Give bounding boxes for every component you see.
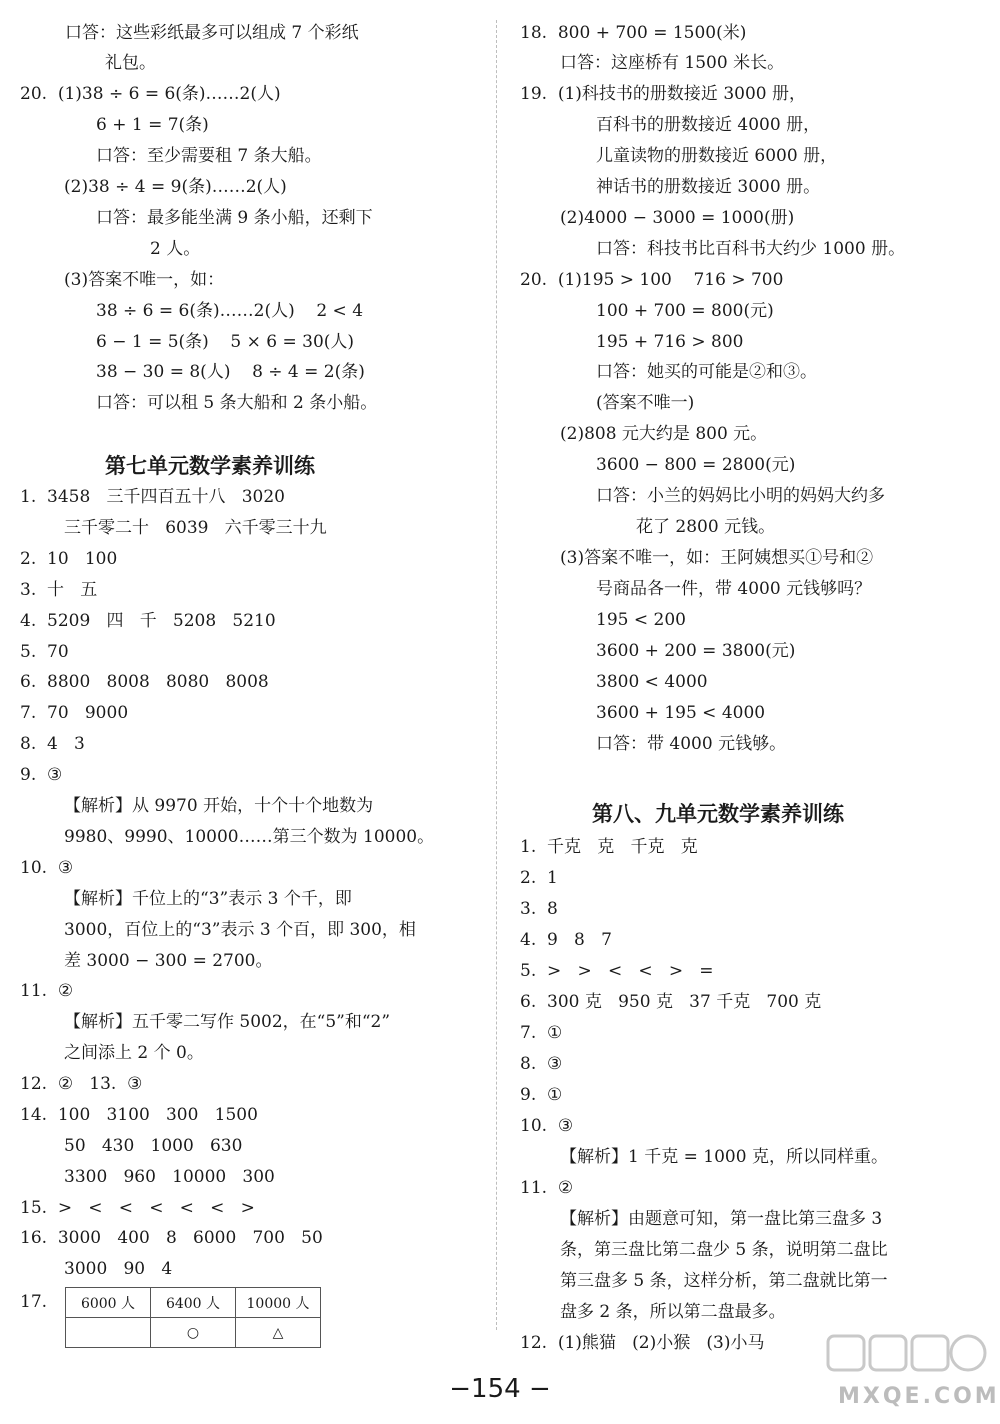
q17-table bbox=[65, 1287, 321, 1348]
text-line: 3600 + 195 < 4000 bbox=[596, 703, 766, 723]
table-header-cell: 6000 人 bbox=[66, 1288, 151, 1318]
explanation-line: 【解析】1 千克 = 1000 克，所以同样重。 bbox=[560, 1147, 888, 1167]
answer-line: 三千零二十 6039 六千零三十九 bbox=[64, 518, 327, 538]
text-line: 花了 2800 元钱。 bbox=[636, 517, 776, 537]
unit7-heading: 第七单元数学素养训练 bbox=[105, 454, 315, 478]
text-line: 号商品各一件，带 4000 元钱够吗？ bbox=[596, 579, 872, 599]
text-line: 口答：她买的可能是②和③。 bbox=[596, 362, 817, 382]
text-line: 口答：这座桥有 1500 米长。 bbox=[560, 53, 785, 73]
explanation-line: 盘多 2 条，所以第二盘最多。 bbox=[560, 1302, 786, 1322]
answer-line: 9. ③ bbox=[20, 765, 63, 785]
text-line: 3600 + 200 = 3800(元) bbox=[596, 641, 796, 661]
answer-line: 5. > > < < > = bbox=[520, 961, 714, 981]
text-line: 38 ÷ 6 = 6(条)……2(人) 2 < 4 bbox=[96, 301, 364, 321]
explanation-line: 第三盘多 5 条，这样分析，第二盘就比第一 bbox=[560, 1271, 888, 1291]
explanation-line: 【解析】从 9970 开始，十个十个地数为 bbox=[64, 796, 374, 816]
text-line: 6 − 1 = 5(条) 5 × 6 = 30(人) bbox=[96, 332, 355, 352]
answer-line: 4. 5209 四 千 5208 5210 bbox=[20, 611, 276, 631]
text-line: (答案不唯一) bbox=[596, 393, 695, 413]
answer-line: 9. ① bbox=[520, 1085, 563, 1105]
explanation-line: 条，第三盘比第二盘少 5 条，说明第二盘比 bbox=[560, 1240, 888, 1260]
answer-line: 4. 9 8 7 bbox=[520, 930, 612, 950]
text-line: 口答：最多能坐满 9 条小船，还剩下 bbox=[96, 208, 373, 228]
text-line: 195 < 200 bbox=[596, 610, 686, 630]
text-line: 195 + 716 > 800 bbox=[596, 332, 744, 352]
text-line: 口答：小兰的妈妈比小明的妈妈大约多 bbox=[596, 486, 885, 506]
answer-line: 15. > < < < < < > bbox=[20, 1198, 255, 1218]
circle-mark: ○ bbox=[151, 1318, 236, 1348]
answer-line: 1. 千克 克 千克 克 bbox=[520, 837, 698, 857]
explanation-line: 3000，百位上的“3”表示 3 个百，即 300，相 bbox=[64, 920, 416, 940]
text-line: 神话书的册数接近 3000 册。 bbox=[596, 177, 821, 197]
explanation-line: 【解析】五千零二写作 5002，在“5”和“2” bbox=[64, 1012, 391, 1032]
text-line: (2)4000 − 3000 = 1000(册) bbox=[560, 208, 795, 228]
text-line: 100 + 700 = 800(元) bbox=[596, 301, 774, 321]
answer-line: 19. (1)科技书的册数接近 3000 册， bbox=[520, 84, 806, 104]
answer-line: 3. 8 bbox=[520, 899, 558, 919]
table-header-cell: 6400 人 bbox=[151, 1288, 236, 1318]
answer-line: 8. 4 3 bbox=[20, 734, 85, 754]
answer-line: 6. 8800 8008 8080 8008 bbox=[20, 672, 269, 692]
answer-line: 12. (1)熊猫 (2)小猴 (3)小马 bbox=[520, 1333, 765, 1353]
explanation-line: 之间添上 2 个 0。 bbox=[64, 1043, 204, 1063]
answer-line: 10. ③ bbox=[520, 1116, 574, 1136]
text-line: 6 + 1 = 7(条) bbox=[96, 115, 209, 135]
text-line: 口答：这些彩纸最多可以组成 7 个彩纸 bbox=[65, 23, 359, 43]
answer-line: 10. ③ bbox=[20, 858, 74, 878]
text-line: (3)答案不唯一，如：王阿姨想买①号和② bbox=[560, 548, 874, 568]
text-line: 儿童读物的册数接近 6000 册， bbox=[596, 146, 838, 166]
answer-line: 18. 800 + 700 = 1500(米) bbox=[520, 23, 747, 43]
answer-line: 7. 70 9000 bbox=[20, 703, 129, 723]
text-line: 百科书的册数接近 4000 册， bbox=[596, 115, 821, 135]
answer-line: 16. 3000 400 8 6000 700 50 bbox=[20, 1228, 323, 1248]
answer-line: 1. 3458 三千四百五十八 3020 bbox=[20, 487, 285, 507]
triangle-mark: △ bbox=[236, 1318, 321, 1348]
table-cell bbox=[66, 1318, 151, 1348]
answer-line: 11. ② bbox=[20, 981, 74, 1001]
text-line: 3800 < 4000 bbox=[596, 672, 708, 692]
explanation-line: 【解析】由题意可知，第一盘比第三盘多 3 bbox=[560, 1209, 883, 1229]
answer-line: 5. 70 bbox=[20, 642, 69, 662]
answer-line: 14. 100 3100 300 1500 bbox=[20, 1105, 258, 1125]
answer-line: 3300 960 10000 300 bbox=[64, 1167, 275, 1187]
answer-line: 12. ② 13. ③ bbox=[20, 1074, 143, 1094]
text-line: 礼包。 bbox=[105, 53, 156, 73]
table-row bbox=[66, 1318, 321, 1348]
table-header-cell: 10000 人 bbox=[236, 1288, 321, 1318]
answer-line: 11. ② bbox=[520, 1178, 574, 1198]
watermark-text: MXQE.COM bbox=[838, 1384, 1000, 1409]
text-line: (3)答案不唯一，如： bbox=[64, 270, 225, 290]
text-line: 20. (1)38 ÷ 6 = 6(条)……2(人) bbox=[20, 84, 281, 104]
answer-line: 7. ① bbox=[520, 1023, 563, 1043]
table-header-row bbox=[66, 1288, 321, 1318]
text-line: 3600 − 800 = 2800(元) bbox=[596, 455, 796, 475]
text-line: (2)38 ÷ 4 = 9(条)……2(人) bbox=[64, 177, 287, 197]
explanation-line: 【解析】千位上的“3”表示 3 个千，即 bbox=[64, 889, 352, 909]
answer-line: 17. bbox=[20, 1292, 48, 1312]
text-line: 2 人。 bbox=[150, 239, 201, 259]
answer-line: 3. 十 五 bbox=[20, 580, 98, 600]
explanation-line: 差 3000 − 300 = 2700。 bbox=[64, 951, 273, 971]
text-line: 口答：科技书比百科书大约少 1000 册。 bbox=[596, 239, 906, 259]
answer-line: 6. 300 克 950 克 37 千克 700 克 bbox=[520, 992, 822, 1012]
page-number: −154 − bbox=[449, 1374, 551, 1404]
answer-line: 20. (1)195 > 100 716 > 700 bbox=[520, 270, 784, 290]
text-line: (2)808 元大约是 800 元。 bbox=[560, 424, 768, 444]
answer-line: 2. 10 100 bbox=[20, 549, 118, 569]
explanation-line: 9980、9990、10000……第三个数为 10000。 bbox=[64, 827, 435, 847]
text-line: 口答：带 4000 元钱够。 bbox=[596, 734, 787, 754]
text-line: 38 − 30 = 8(人) 8 ÷ 4 = 2(条) bbox=[96, 362, 365, 382]
text-line: 口答：可以租 5 条大船和 2 条小船。 bbox=[96, 393, 378, 413]
column-divider bbox=[496, 20, 497, 1330]
answer-line: 3000 90 4 bbox=[64, 1259, 173, 1279]
answer-line: 50 430 1000 630 bbox=[64, 1136, 243, 1156]
answer-line: 8. ③ bbox=[520, 1054, 563, 1074]
unit89-heading: 第八、九单元数学素养训练 bbox=[592, 802, 844, 826]
text-line: 口答：至少需要租 7 条大船。 bbox=[96, 146, 322, 166]
answer-line: 2. 1 bbox=[520, 868, 558, 888]
